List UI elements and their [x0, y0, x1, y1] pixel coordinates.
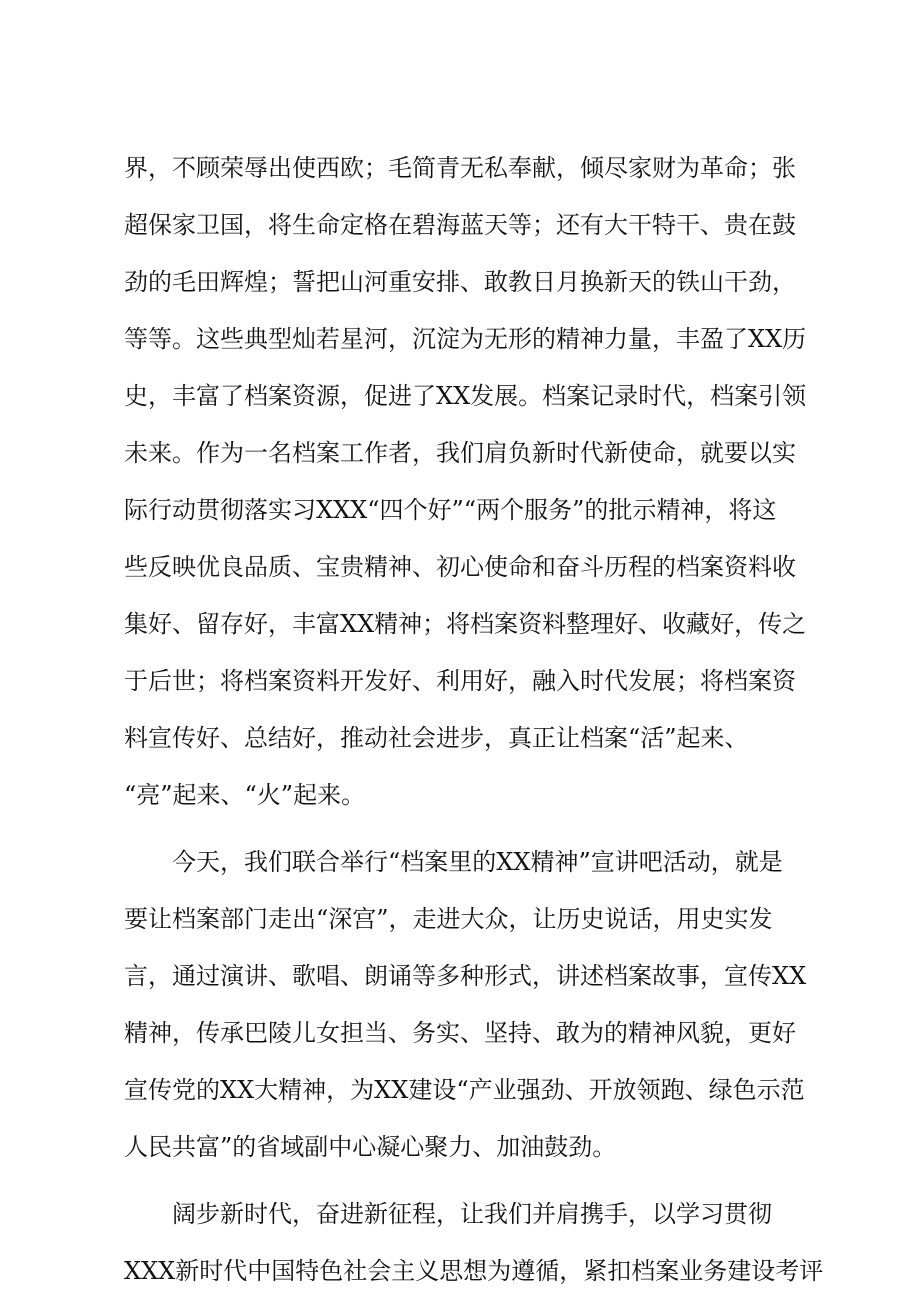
paragraph-1-line-4: 等等。这些典型灿若星河，沉淀为无形的精神力量，丰盈了XX历: [124, 325, 807, 353]
paragraph-spacer: [124, 824, 824, 834]
paragraph-2-line-1: 今天，我们联合举行“档案里的XX精神”宣讲吧活动，就是: [172, 848, 783, 876]
paragraph-1-line-6: 未来。作为一名档案工作者，我们肩负新时代新使命，就要以实: [124, 439, 796, 467]
paragraph-2-line-3: 言，通过演讲、歌唱、朗诵等多种形式，讲述档案故事，宣传XX: [124, 962, 807, 990]
paragraph-1-line-7: 际行动贯彻落实习XXX“四个好”“两个服务”的批示精神，将这: [124, 496, 777, 524]
paragraph-1-line-5: 史，丰富了档案资源，促进了XX发展。档案记录时代，档案引领: [124, 382, 807, 410]
paragraph-1-line-2: 超保家卫国，将生命定格在碧海蓝天等；还有大干特干、贵在鼓: [124, 211, 796, 239]
paragraph-2-line-2: 要让档案部门走出“深宫”，走进大众，让历史说话，用史实发: [124, 905, 773, 933]
paragraph-1-line-12: “亮”起来、“火”起来。: [124, 781, 366, 809]
paragraph-1-line-1: 界，不顾荣辱出使西欧；毛简青无私奉献，倾尽家财为革命；张: [124, 154, 796, 182]
paragraph-1-line-3: 劲的毛田辉煌；誓把山河重安排、敢教日月换新天的铁山干劲，: [124, 268, 796, 296]
paragraph-spacer: [124, 1176, 824, 1186]
paragraph-2-line-5: 宣传党的XX大精神，为XX建设“产业强劲、开放领跑、绿色示范: [124, 1076, 805, 1104]
paragraph-3-line-1: 阔步新时代，奋进新征程，让我们并肩携手，以学习贯彻: [172, 1200, 772, 1228]
paragraph-1-line-8: 些反映优良品质、宝贵精神、初心使命和奋斗历程的档案资料收: [124, 553, 796, 581]
paragraph-2-line-6: 人民共富”的省域副中心凝心聚力、加油鼓劲。: [124, 1133, 617, 1161]
paragraph-1-line-11: 料宣传好、总结好，推动社会进步，真正让档案“活”起来、: [124, 724, 749, 752]
paragraph-1-line-10: 于后世；将档案资料开发好、利用好，融入时代发展；将档案资: [124, 667, 796, 695]
body-text: [124, 140, 824, 1300]
paragraph-1-line-9: 集好、留存好，丰富XX精神；将档案资料整理好、收藏好，传之: [124, 610, 807, 638]
paragraph-3-line-2: XXX新时代中国特色社会主义思想为遵循，紧扣档案业务建设考评: [124, 1257, 824, 1285]
paragraph-2-line-4: 精神，传承巴陵儿女担当、务实、坚持、敢为的精神风貌，更好: [124, 1019, 796, 1047]
